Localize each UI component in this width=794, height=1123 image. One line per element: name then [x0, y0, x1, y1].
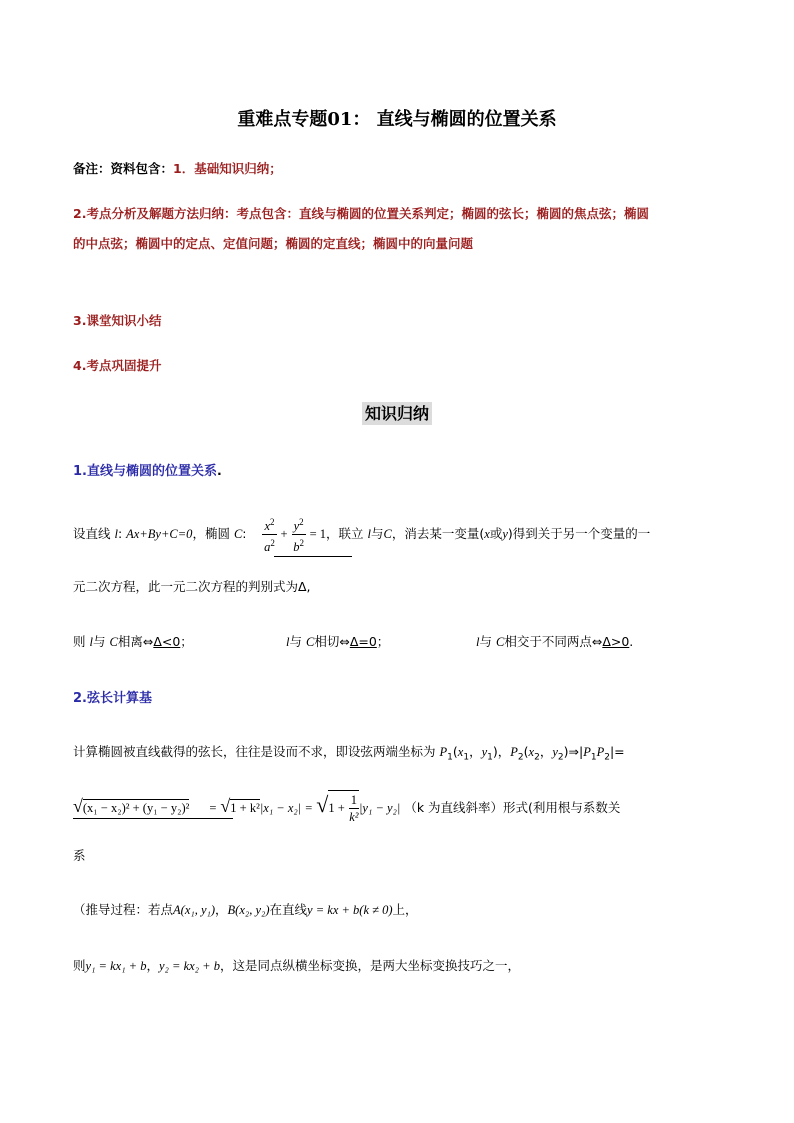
text-colon-2: :	[242, 526, 247, 542]
frac-1-k2: $\frac{1}{\text{k²}}$	[349, 793, 359, 824]
sec2-heading: 2.弦长计算基	[73, 691, 152, 706]
formula-underline	[274, 556, 352, 557]
cond-separate-value: Δ<0	[153, 634, 181, 649]
cond-tangent-label: 相切⇔	[314, 634, 350, 649]
note-item-1: 1．基础知识归纳；	[173, 161, 282, 176]
sec2-formula-row: √(x₁ − x₂)² + (y₁ − y₂)² = √1 + k²|x₁ − x₂| = √1 + $\frac{1}{\text{k²}}$ |y₁ − y₂| （k 为直线斜率）形式(利用根与系数关	[73, 792, 621, 824]
sec1-condition-tangent: l与 C相切⇔Δ=0；	[286, 634, 390, 649]
equals-one: = 1	[309, 527, 327, 542]
var-l: l	[114, 527, 118, 542]
text-or: 或	[489, 526, 503, 542]
text-and: 与	[371, 526, 384, 542]
text-ellipse: ，椭圆	[192, 526, 230, 542]
cond-separate-label: 相离⇔	[117, 634, 154, 649]
text-colon: :	[117, 526, 127, 542]
section-heading-row	[0, 401, 794, 424]
abs-x-diff: |x₁ − x₂|	[259, 801, 302, 815]
note-item-2-line-1: 2.考点分析及解题方法归纳：考点包含：直线与椭圆的位置关系判定；椭圆的弦长；椭圆的焦点弦；椭圆	[73, 206, 649, 221]
y1-equation: y₁ = kx₁ + b	[85, 959, 147, 973]
sec2-derivation-1: （推导过程：若点A(x₁, y₁)，B(x₂, y₂)在直线y = kx + b(k ≠ 0)上，	[73, 902, 418, 917]
var-C: C	[233, 527, 243, 542]
var-y: y	[502, 527, 508, 542]
cond-tangent-value: Δ=0	[349, 634, 377, 649]
var-C-2: C	[383, 527, 392, 542]
point-B: B(x₂, y₂)	[227, 903, 270, 917]
sec1-heading-row	[73, 460, 222, 479]
sec1-condition-intersect: l与 C相交于不同两点⇔Δ>0.	[476, 634, 634, 649]
y2-equation: y₂ = kx₂ + b	[159, 959, 220, 973]
slope-note: （k 为直线斜率）形式(利用根与系数关	[404, 800, 621, 815]
sec1-conditions: 则 l与 C相离⇔Δ<0；	[73, 634, 193, 649]
page-title: 重难点专题01： 直线与椭圆的位置关系	[237, 109, 557, 130]
text-then: 则	[73, 634, 86, 649]
text-set-line: 设直线	[73, 526, 111, 542]
var-x: x	[484, 527, 490, 542]
plus-sign: +	[280, 527, 288, 542]
sec1-line-1	[73, 514, 650, 555]
sec2-para-text: 计算椭圆被直线截得的弦长，往往是设而不求，即设弦两端坐标为	[73, 744, 436, 759]
note-item-3: 3.课堂知识小结	[73, 313, 162, 328]
section-heading: 知识归纳	[362, 402, 432, 425]
note-line-1	[73, 158, 282, 177]
sec1-heading: 1.直线与椭圆的位置关系	[73, 464, 217, 479]
line-function: y = kx + b(k ≠ 0)	[307, 903, 393, 917]
var-l-2: l	[367, 527, 372, 542]
sec2-derivation-2: 则y₁ = kx₁ + b，y₂ = kx₂ + b，这是同点纵横坐标变换，是两大坐标变换技巧之一，	[73, 958, 520, 973]
note-item-4: 4.考点巩固提升	[73, 358, 162, 373]
line-equation: Ax+By+C=0	[126, 527, 193, 542]
sec1-line-2: 元二次方程，此一元二次方程的判别式为Δ,	[73, 579, 311, 594]
frac-x2-a2: $\frac{x^2}{a^2}$	[262, 514, 276, 555]
slope-radicand: 1 + k²	[230, 801, 260, 815]
point-A: A(x₁, y₁)	[173, 903, 216, 917]
note-item-2-line-2: 的中点弦；椭圆中的定点、定值问题；椭圆的定直线；椭圆中的向量问题	[73, 236, 474, 251]
sec2-para-1: 计算椭圆被直线截得的弦长，往往是设而不求，即设弦两端坐标为 $P_1(x_1$，$y_1$)，$P_2(x_2$，$y_2)\Rightarrow|P_1P_2|=$	[73, 744, 625, 763]
abs-y-diff: |y₁ − y₂|	[358, 801, 401, 815]
cond-intersect-value: Δ>0	[602, 634, 630, 649]
sec2-line-3: 系	[73, 848, 86, 863]
note-prefix: 备注：资料包含：	[73, 161, 174, 176]
text-other-variable: )得到关于另一个变量的一	[507, 526, 651, 542]
frac-y2-b2: $\frac{y^2}{b^2}$	[292, 514, 306, 555]
text-join: ，联立	[326, 526, 364, 542]
sqrt-symbol-1: √	[73, 796, 83, 816]
sec2-formula-underline	[73, 818, 233, 819]
cond-intersect-label: 相交于不同两点⇔	[504, 634, 603, 649]
distance-radicand: (x₁ − x₂)² + (y₁ − y₂)²	[82, 801, 190, 815]
sec1-heading-dot: .	[216, 463, 222, 478]
text-eliminate: ，消去某一变量(	[391, 526, 485, 542]
